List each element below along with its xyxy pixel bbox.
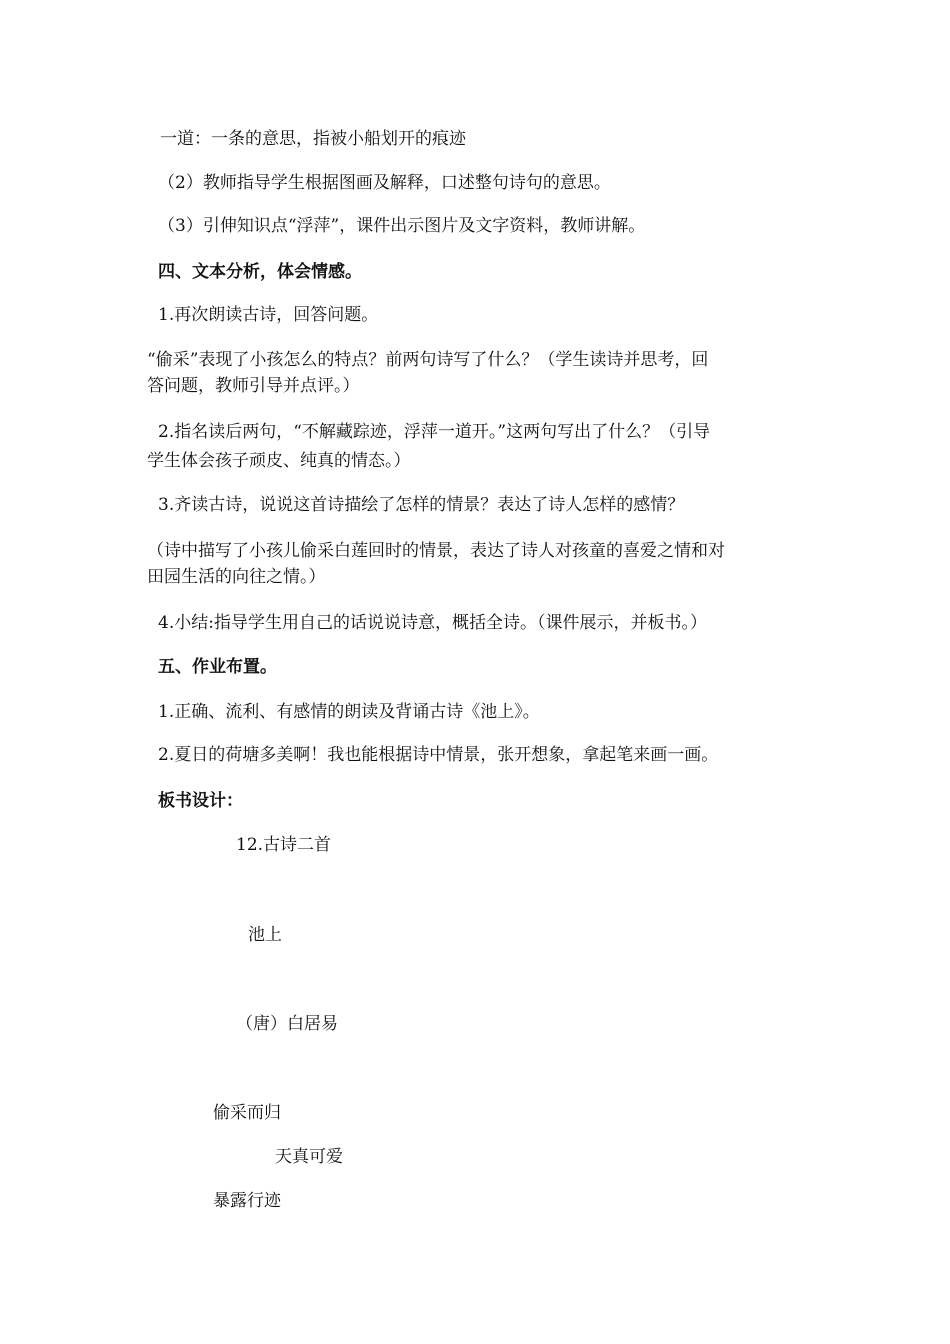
paragraph-question-line-1: “偷采”表现了小孩怎么的特点？前两句诗写了什么？（学生读诗并思考，回: [147, 350, 709, 370]
board-poem-author: （唐）白居易: [236, 1014, 338, 1034]
paragraph-answer-line-1: （诗中描写了小孩儿偷采白莲回时的情景，表达了诗人对孩童的喜爱之情和对: [147, 541, 725, 561]
homework-item-2: 2.夏日的荷塘多美啊！我也能根据诗中情景，张开想象，拿起笔来画一画。: [158, 745, 719, 765]
homework-item-1: 1.正确、流利、有感情的朗读及背诵古诗《池上》。: [158, 702, 540, 722]
section-heading-5: 五、作业布置。: [158, 657, 277, 677]
board-design-heading: 板书设计：: [158, 791, 243, 811]
paragraph-step-2: （2）教师指导学生根据图画及解释，口述整句诗句的意思。: [158, 173, 611, 193]
board-title: 12.古诗二首: [236, 835, 332, 855]
paragraph-item-2-line-1: 2.指名读后两句，“不解藏踪迹，浮萍一道开。”这两句写出了什么？（引导: [158, 422, 711, 442]
board-item-2: 天真可爱: [275, 1147, 343, 1167]
board-item-3: 暴露行迹: [213, 1191, 281, 1211]
paragraph-item-1: 1.再次朗读古诗，回答问题。: [158, 305, 379, 325]
paragraph-item-4: 4.小结:指导学生用自己的话说说诗意，概括全诗。（课件展示，并板书。）: [158, 613, 707, 633]
paragraph-yidao: 一道：一条的意思，指被小船划开的痕迹: [160, 129, 466, 149]
paragraph-item-3: 3.齐读古诗，说说这首诗描绘了怎样的情景？表达了诗人怎样的感情？: [158, 495, 685, 515]
board-poem-title: 池上: [248, 925, 282, 945]
paragraph-answer-line-2: 田园生活的向往之情。）: [147, 567, 326, 587]
board-item-1: 偷采而归: [213, 1103, 281, 1123]
section-heading-4: 四、文本分析，体会情感。: [158, 262, 362, 282]
paragraph-question-line-2: 答问题，教师引导并点评。）: [147, 376, 360, 396]
paragraph-item-2-line-2: 学生体会孩子顽皮、纯真的情态。）: [147, 451, 411, 471]
paragraph-step-3: （3）引伸知识点“浮萍”，课件出示图片及文字资料，教师讲解。: [158, 216, 646, 236]
